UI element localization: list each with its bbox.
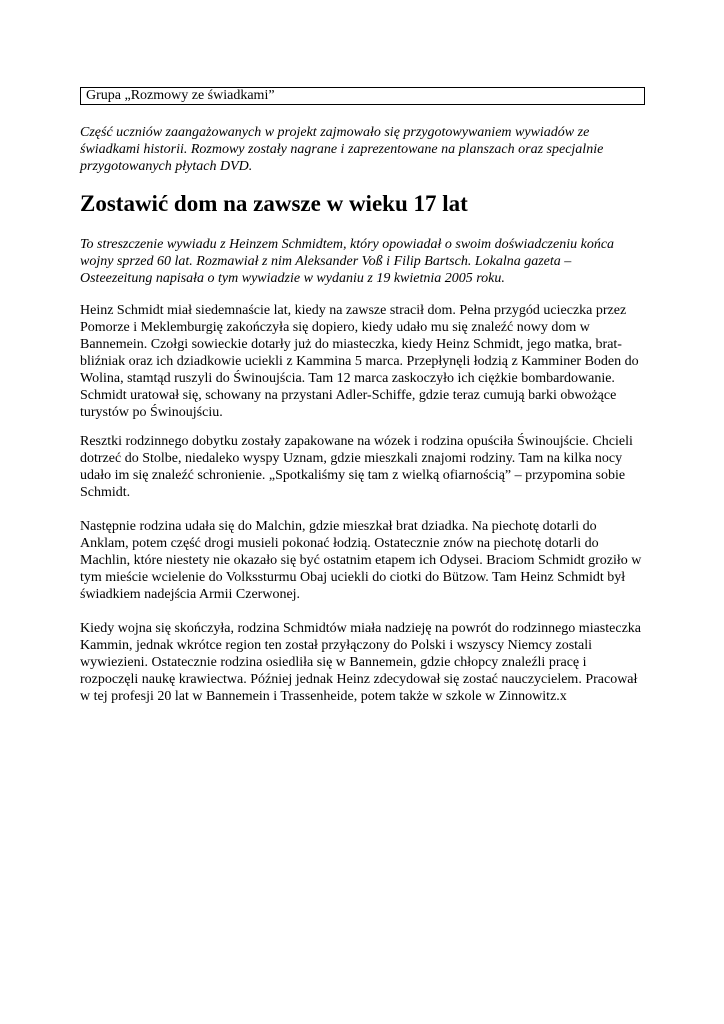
body-paragraph-4: Kiedy wojna się skończyła, rodzina Schmidtów miała nadzieję na powrót do rodzinnego miasteczka Kammin, jednak wkrótce region ten został przyłączony do Polski i wszyscy Niemcy zostali wywiezieni. Ostatecznie rodzina osiedliła się w Bannemein, gdzie chłopcy znaleźli pracę i rozpoczęli naukę krawiectwa. Później jednak Heinz zdecydował się zostać nauczycielem. Pracował w tej profesji 20 lat w Bannemein i Trassenheide, potem także w szkole w Zinnowitz.x [80, 621, 641, 704]
intro-paragraph: Część uczniów zaangażowanych w projekt zajmowało się przygotowywaniem wywiadów ze świadkami historii. Rozmowy zostały nagrane i zaprezentowane na planszach oraz specjalnie przygotowanych płytach DVD. [80, 125, 604, 174]
article-title: Zostawić dom na zawsze w wieku 17 lat [80, 191, 468, 216]
body-paragraph-3: Następnie rodzina udała się do Malchin, gdzie mieszkał brat dziadka. Na piechotę dotarli do Anklam, potem część drogi musieli pokonać łodzią. Ostatecznie znów na piechotę dotarli do Machlin, które niestety nie okazało się być ostatnim etapem ich Odysei. Braciom Schmidt groziło w tym mieście wcielenie do Volkssturmu Obaj uciekli do ciotki do Bützow. Tam Heinz Schmidt był świadkiem nadejścia Armii Czerwonej. [80, 519, 642, 602]
body-paragraph-1: Heinz Schmidt miał siedemnaście lat, kiedy na zawsze stracił dom. Pełna przygód ucieczka przez Pomorze i Meklemburgię zakończyła się dopiero, kiedy udało mu się znaleźć nowy dom w Bannemein. Czołgi sowieckie dotarły już do miasteczka, kiedy Heinz Schmidt, jego matka, brat-bliźniak oraz ich dziadkowie uciekli z Kammina 5 marca. Przepłynęli łodzią z Kamminer Boden do Wolina, stamtąd ruszyli do Świnoujścia. Tam 12 marca zaskoczyło ich ciężkie bombardowanie. Schmidt uratował się, schowany na przystani Adler-Schiffe, gdzie teraz cumują barki obwożące turystów po Świnoujściu. [80, 303, 639, 420]
article-summary: To streszczenie wywiadu z Heinzem Schmidtem, który opowiadał o swoim doświadczeniu końca wojny sprzed 60 lat. Rozmawiał z nim Aleksander Voß i Filip Bartsch. Lokalna gazeta – Osteezeitung napisała o tym wywiadzie w wydaniu z 19 kwietnia 2005 roku. [80, 237, 615, 286]
group-header-box: Grupa „Rozmowy ze świadkami” [80, 87, 645, 105]
body-paragraph-2: Resztki rodzinnego dobytku zostały zapakowane na wózek i rodzina opuściła Świnoujście. Chcieli dotrzeć do Stolbe, niedaleko wyspy Uznam, gdzie mieszkali znajomi rodziny. Tam na kilka nocy udało im się znaleźć schronienie. „Spotkaliśmy się tam z wielką ofiarnością” – przypomina sobie Schmidt. [80, 434, 633, 500]
